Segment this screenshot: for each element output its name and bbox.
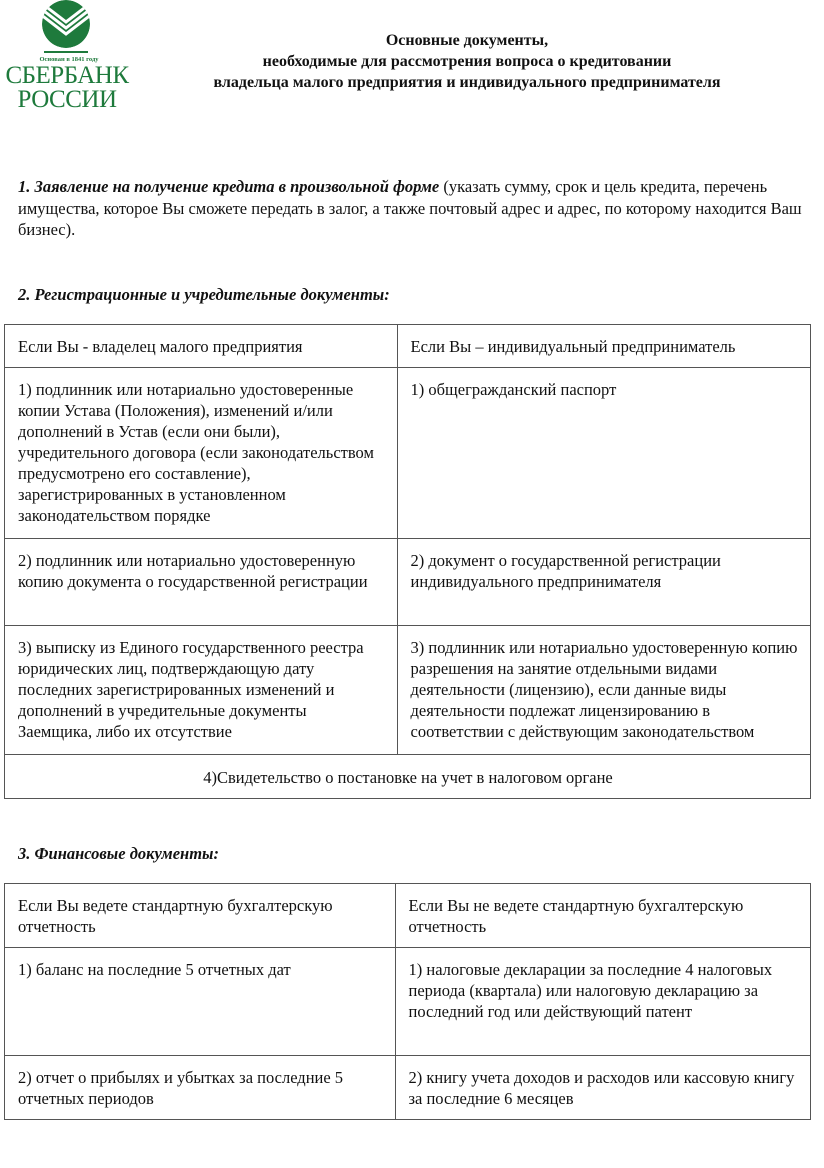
table-cell: 2) отчет о прибылях и убытках за последние 5 отчетных периодов — [5, 1056, 396, 1120]
table-cell: 2) подлинник или нотариально удостоверенную копию документа о государственной регистрации — [5, 539, 398, 626]
document-title — [150, 30, 784, 93]
section-1-text: (указать сумму, срок и цель кредита, перечень имущества, которое Вы сможете передать в залог, а также почтовый адрес и адрес, по которому находится Ваш бизнес). — [18, 177, 802, 239]
table-header-cell: Если Вы ведете стандартную бухгалтерскую отчетность — [5, 884, 396, 948]
table-header-cell: Если Вы не ведете стандартную бухгалтерскую отчетность — [395, 884, 810, 948]
table-row — [5, 539, 811, 626]
section-3-heading: 3. Финансовые документы: — [18, 844, 219, 863]
logo-bank-name: СБЕРБАНК РОССИИ — [5, 62, 129, 113]
table-header-cell: Если Вы – индивидуальный предприниматель — [397, 325, 810, 368]
logo-founded-text: Основан в 1841 году — [39, 56, 99, 63]
table-cell-merged: 4)Свидетельство о постановке на учет в налоговом органе — [5, 755, 811, 799]
table-row — [5, 626, 811, 755]
table-header-cell: Если Вы - владелец малого предприятия — [5, 325, 398, 368]
table-cell: 1) подлинник или нотариально удостоверенные копии Устава (Положения), изменений и/или дополнений в Устав (если они были), учредительного договора (если законодательством предусмотрено его составление), зарегистрированных в установленном законодательством порядке — [5, 368, 398, 539]
table-header-row — [5, 884, 811, 948]
section-1-paragraph — [18, 176, 808, 241]
table-row — [5, 948, 811, 1056]
title-line-3: владельца малого предприятия и индивидуального предпринимателя — [213, 74, 721, 91]
title-line-2: необходимые для рассмотрения вопроса о кредитовании — [262, 53, 672, 70]
table-cell: 3) подлинник или нотариально удостоверенную копию разрешения на занятие отдельными видами деятельности (лицензию), если данные виды деятельности подлежат лицензированию в соответствии с действующим законодательством — [397, 626, 810, 755]
table-cell: 2) документ о государственной регистрации индивидуального предпринимателя — [397, 539, 810, 626]
section-1-heading: 1. Заявление на получение кредита в произвольной форме — [18, 177, 440, 196]
sberbank-logo — [4, 0, 130, 120]
table-cell: 2) книгу учета доходов и расходов или кассовую книгу за последние 6 месяцев — [395, 1056, 810, 1120]
table-cell: 3) выписку из Единого государственного реестра юридических лиц, подтверждающую дату последних зарегистрированных изменений и дополнений в учредительные документы Заемщика, либо их отсутствие — [5, 626, 398, 755]
table-cell: 1) общегражданский паспорт — [397, 368, 810, 539]
registration-documents-table — [4, 324, 811, 799]
section-2-heading: 2. Регистрационные и учредительные документы: — [18, 285, 390, 304]
table-cell: 1) баланс на последние 5 отчетных дат — [5, 948, 396, 1056]
table-cell: 1) налоговые декларации за последние 4 налоговых периода (квартала) или налоговую декларацию за последний год или действующий патент — [395, 948, 810, 1056]
sberbank-emblem-icon — [4, 0, 130, 60]
title-line-1: Основные документы, — [385, 32, 549, 49]
table-merged-row — [5, 755, 811, 799]
table-header-row — [5, 325, 811, 368]
table-row — [5, 368, 811, 539]
financial-documents-table — [4, 883, 811, 1120]
table-row — [5, 1056, 811, 1120]
